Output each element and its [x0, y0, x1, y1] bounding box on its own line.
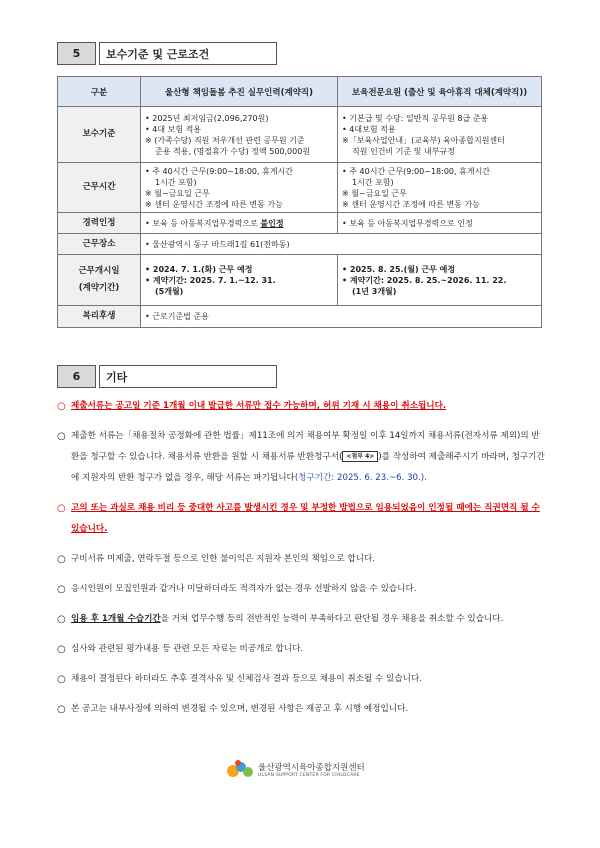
section-title: 기타 — [99, 365, 277, 388]
note-text: 응시인원이 모집인원과 같거나 미달하더라도 적격자가 없는 경우 선발하지 않을 수 있습니다. — [71, 584, 417, 594]
section-number: 6 — [57, 365, 96, 388]
place-value: • 울산광역시 동구 바드래1길 61(전하동) — [141, 234, 542, 255]
note-item: ○ 구비서류 미제출, 연락두절 등으로 인한 불이익은 지원자 본인의 책임으로 합니다. — [57, 549, 547, 570]
career-a: • 보육 등 아동복지업무경력으로 불인정 — [141, 213, 338, 234]
conditions-table — [57, 76, 542, 328]
note-item: ○ 채용이 결정된다 하더라도 추후 결격사유 및 신체검사 결과 등으로 채용이 취소될 수 있습니다. — [57, 669, 547, 690]
attachment-tag: <첨부 4> — [342, 451, 378, 462]
logo-mark-icon — [225, 758, 255, 780]
welfare-value: • 근로기준법 준용 — [141, 306, 542, 328]
pay-a: • 2025년 최저임금(2,096,270원) • 4대 보험 적용 ※ (가족수당) 직원 처우개선 관련 공무원 기준 준용 적용, (명절휴가 수당) 정액 500,000원 — [141, 107, 338, 163]
section-title: 보수기준 및 근로조건 — [99, 42, 277, 65]
hours-b: • 주 40시간 근무(9:00~18:00, 휴게시간 1시간 포함) ※ 월~금요일 근무 ※ 센터 운영시간 조정에 따른 변동 가능 — [338, 163, 542, 213]
center-logo — [225, 758, 365, 780]
hours-a: • 주 40시간 근무(9:00~18:00, 휴게시간 1시간 포함) ※ 월~금요일 근무 ※ 센터 운영시간 조정에 따른 변동 가능 — [141, 163, 338, 213]
note-text: 제출한 서류는「채용절차 공정화에 관한 법률」제11조에 의거 채용여부 확정일 이후 14일까지 채용서류(전자서류 제외)의 반환을 청구할 수 있습니다. 채용서류 반환을 원할 시 채용서류 반환청구서( <첨부 4> )를 작성하여 제출해주시기 바라며, 청구기간에 지원자의 반환 청구가 없을 경우, 해당 서류는 파기됩니다(청구기간: 2025. 6. 23.~6. 30.). — [71, 431, 545, 483]
pay-b: • 기본급 및 수당: 일반직 공무원 8급 준용 • 4대보험 적용 ※「보육사업안내」(교육부) 육아종합지원센터 직원 인건비 기준 및 내부규정 — [338, 107, 542, 163]
section-number: 5 — [57, 42, 96, 65]
table-row-place — [58, 234, 542, 255]
header-category: 구분 — [58, 77, 141, 107]
table-row-career — [58, 213, 542, 234]
note-text: 심사와 관련된 평가내용 등 관련 모든 자료는 비공개로 합니다. — [71, 644, 304, 654]
note-text: 제출서류는 공고일 기준 1개월 이내 발급한 서류만 접수 가능하며, 허위 기재 시 채용이 취소됩니다. — [71, 401, 447, 411]
row-label: 근무개시일 (계약기간) — [58, 255, 141, 306]
table-row-welfare — [58, 306, 542, 328]
note-text: 구비서류 미제출, 연락두절 등으로 인한 불이익은 지원자 본인의 책임으로 합니다. — [71, 554, 376, 564]
start-b: • 2025. 8. 25.(월) 근무 예정 • 계약기간: 2025. 8. 25.~2026. 11. 22. (1년 3개월) — [338, 255, 542, 306]
table-header-row — [58, 77, 542, 107]
row-label: 복리후생 — [58, 306, 141, 328]
header-position-b: 보육전문요원 (출산 및 육아휴직 대체(계약직)) — [338, 77, 542, 107]
row-label: 경력인정 — [58, 213, 141, 234]
row-label: 근무시간 — [58, 163, 141, 213]
note-item: ○ 응시인원이 모집인원과 같거나 미달하더라도 적격자가 없는 경우 선발하지 않을 수 있습니다. — [57, 579, 547, 600]
start-a: • 2024. 7. 1.(화) 근무 예정 • 계약기간: 2025. 7. 1.~12. 31. (5개월) — [141, 255, 338, 306]
table-row-start — [58, 255, 542, 306]
row-label: 근무장소 — [58, 234, 141, 255]
note-item: ○ 고의 또는 과실로 채용 비리 등 중대한 사고를 발생시킨 경우 및 부정한 방법으로 임용되었음이 인정될 때에는 직권면직 될 수 있습니다. — [57, 498, 547, 540]
note-item: ○ 제출한 서류는「채용절차 공정화에 관한 법률」제11조에 의거 채용여부 확정일 이후 14일까지 채용서류(전자서류 제외)의 반환을 청구할 수 있습니다. 채용서류 반환을 원할 시 채용서류 반환청구서( <첨부 4> )를 작성하여 제출해주시기 바라며, 청구기간에 지원자의 반환 청구가 없을 경우, 해당 서류는 파기됩니다(청구기간: 2025. 6. 23.~6. 30.). — [57, 426, 547, 489]
center-name-en: ULSAN SUPPORT CENTER FOR CHILDCARE — [258, 772, 360, 778]
section-5-header — [57, 42, 277, 65]
section-6-header — [57, 365, 277, 388]
note-item: ○ 제출서류는 공고일 기준 1개월 이내 발급한 서류만 접수 가능하며, 허위 기재 시 채용이 취소됩니다. — [57, 396, 547, 417]
note-item: ○ 심사와 관련된 평가내용 등 관련 모든 자료는 비공개로 합니다. — [57, 639, 547, 660]
note-text: 고의 또는 과실로 채용 비리 등 중대한 사고를 발생시킨 경우 및 부정한 방법으로 임용되었음이 인정될 때에는 직권면직 될 수 있습니다. — [71, 503, 540, 534]
career-b: • 보육 등 아동복지업무경력으로 인정 — [338, 213, 542, 234]
row-label: 보수기준 — [58, 107, 141, 163]
note-text: 채용이 결정된다 하더라도 추후 결격사유 및 신체검사 결과 등으로 채용이 취소될 수 있습니다. — [71, 674, 422, 684]
table-row-hours — [58, 163, 542, 213]
note-text: 임용 후 1개월 수습기간을 거쳐 업무수행 등의 전반적인 능력이 부족하다고 판단될 경우 채용을 취소할 수 있습니다. — [71, 614, 504, 624]
table-row-pay — [58, 107, 542, 163]
header-position-a: 울산형 책임돌봄 추진 실무인력(계약직) — [141, 77, 338, 107]
center-name: 울산광역시육아종합지원센터 — [258, 762, 365, 773]
note-text: 본 공고는 내부사정에 의하여 변경될 수 있으며, 변경된 사항은 재공고 후 시행 예정입니다. — [71, 704, 409, 714]
note-item: ○ 임용 후 1개월 수습기간을 거쳐 업무수행 등의 전반적인 능력이 부족하다고 판단될 경우 채용을 취소할 수 있습니다. — [57, 609, 547, 630]
notes-list — [57, 396, 547, 729]
note-item: ○ 본 공고는 내부사정에 의하여 변경될 수 있으며, 변경된 사항은 재공고 후 시행 예정입니다. — [57, 699, 547, 720]
